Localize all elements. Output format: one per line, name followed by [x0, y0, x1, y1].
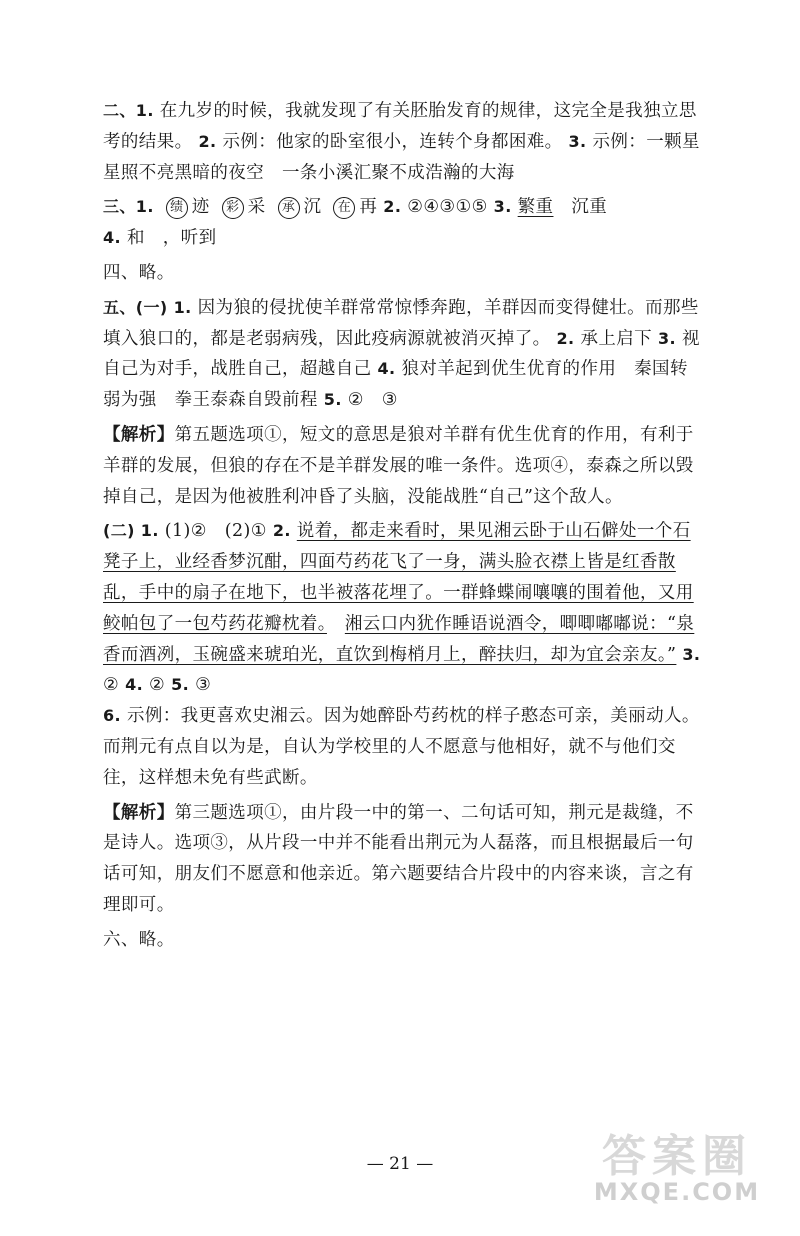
s5-answer-4: 狼对羊起到优生优育的作用 秦国转弱为强 拳王泰森自毁前程 [103, 359, 688, 411]
s2-num-3: 3. [568, 131, 587, 151]
analysis-2 [103, 798, 703, 921]
section-5b-head: (二) 1. [103, 521, 159, 541]
s3-answer-2: ②④③①⑤ [401, 197, 488, 218]
answer-page [103, 96, 703, 956]
circled-char-4: 在 [333, 197, 355, 219]
s5b-num-3: 3. [682, 644, 701, 664]
s5-num-3: 3. [658, 328, 677, 348]
circled-char-3: 承 [278, 197, 300, 219]
s5-num-2: 2. [556, 328, 575, 348]
section-5-part-1 [103, 293, 703, 416]
s3-word-1: 迹 [191, 197, 210, 218]
s2-answer-1: 在九岁的时候，我就发现了有关胚胎发育的规律，这完全是我独立思考的结果。 [103, 101, 697, 152]
section-6: 六、略。 [103, 929, 175, 950]
s5b-quote-1: 说着，都走来看时，果见湘云卧于山石僻处一个石凳子上，业经香梦沉酣，四面芍药花飞了一身，满头脸衣襟上皆是红香散乱，手中的扇子在地下，也半被落花埋了。一群蜂蝶闹嚷嚷的围着他，又用鲛帕包了一包芍药花瓣枕着。 [103, 521, 694, 634]
s5b-quote-2: 湘云口内犹作睡语说酒令，唧唧嘟嘟说：“泉香而酒冽，玉碗盛来琥珀光，直饮到梅梢月上，醉扶归，却为宜会亲友。” [103, 613, 695, 665]
s5b-answer-3: ② [103, 675, 120, 696]
s5-answer-5: ② ③ [341, 390, 398, 411]
s5b-answer-4: ② [143, 675, 166, 696]
s2-answer-3: 示例：一颗星星照不亮黑暗的夜空 一条小溪汇聚不成浩瀚的大海 [103, 131, 700, 183]
s5b-num-4: 4. [125, 675, 144, 695]
s2-num-2: 2. [198, 131, 217, 151]
s5b-answer-5: ③ [189, 675, 212, 696]
s5-answer-2: 承上启下 [574, 328, 653, 349]
section-5-head: 五、(一) 1. [103, 297, 192, 317]
s3-answer-3b: 沉重 [553, 197, 608, 218]
s3-answer-4: 和 ，听到 [121, 228, 217, 249]
s5b-answer-1: (1)② (2)① [158, 521, 267, 542]
s5b-num-5: 5. [171, 675, 190, 695]
circled-char-2: 彩 [222, 197, 244, 219]
s5b-num-2: 2. [272, 521, 291, 541]
s2-answer-2: 示例：他家的卧室很小，连转个身都困难。 [216, 131, 563, 152]
section-2-head: 二、1. [103, 101, 154, 120]
s3-num-3: 3. [493, 197, 512, 217]
analysis-tag-2: 【解析】 [103, 802, 175, 823]
s3-num-4: 4. [103, 228, 122, 248]
s3-word-4: 再 [359, 197, 378, 218]
watermark-logo-text: 答案圈 [602, 1131, 752, 1182]
page-number: — 21 — [366, 1154, 434, 1174]
s3-word-3: 沉 [303, 197, 322, 218]
section-4: 四、略。 [103, 262, 175, 283]
analysis-2-text: 第三题选项①，由片段一中的第一、二句话可知，荆元是裁缝，不是诗人。选项③，从片段一中并不能看出荆元为人磊落，而且根据最后一句话可知，朋友们不愿意和他亲近。第六题要结合片段中的内容来谈，言之有理即可。 [103, 802, 694, 915]
s5-num-4: 4. [377, 359, 396, 379]
analysis-1 [103, 420, 703, 512]
watermark-site-text: MXQE.COM [593, 1178, 761, 1206]
s3-num-2: 2. [383, 197, 402, 217]
section-2 [103, 96, 703, 188]
watermark-logo [572, 1120, 782, 1220]
s5b-answer-6: 示例：我更喜欢史湘云。因为她醉卧芍药枕的样子憨态可亲，美丽动人。而荆元有点自以为是，自认为学校里的人不愿意与他相好，就不与他们交往，这样想未免有些武断。 [103, 706, 700, 788]
analysis-tag: 【解析】 [103, 424, 175, 445]
s3-word-2: 采 [247, 197, 266, 218]
section-3 [103, 192, 703, 254]
s5-answer-3: 视自己为对手，战胜自己，超越自己 [103, 328, 700, 380]
analysis-1-text: 第五题选项①，短文的意思是狼对羊群有优生优育的作用，有利于羊群的发展，但狼的存在不是羊群发展的唯一条件。选项④，泰森之所以毁掉自己，是因为他被胜利冲昏了头脑，没能战胜“自己”这个敌人。 [103, 424, 694, 507]
s3-answer-3a: 繁重 [517, 197, 554, 218]
circled-char-1: 绩 [166, 197, 188, 219]
section-5-part-2 [103, 516, 703, 793]
s5-answer-1: 因为狼的侵扰使羊群常常惊悸奔跑，羊群因而变得健壮。而那些填入狼口的，都是老弱病残，因此疫病源就被消灭掉了。 [103, 297, 699, 349]
section-3-head: 三、1. [103, 197, 154, 217]
s5-num-5: 5. [323, 390, 342, 410]
s5b-num-6: 6. [103, 706, 122, 726]
